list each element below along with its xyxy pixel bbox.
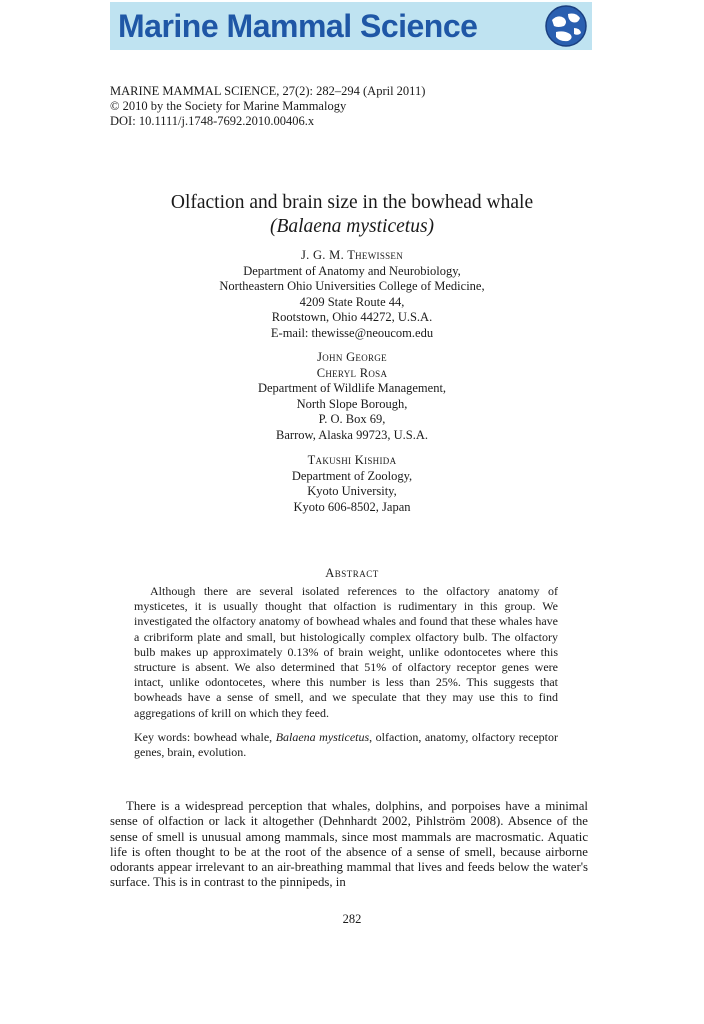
body-paragraph: There is a widespread perception that whales, dolphins, and porpoises have a minimal sense of olfaction or lack it altogether (Dehnhardt 2002, Pihlström 2008). Absence of the sense of smell is unusual among mammals, since most mammals are macrosmatic. Aquatic life is often thought to be at the root of the absence of a sense of smell, because airborne odorants appear irrelevant to an air-breathing mammal that lives and feeds below the water's surface. This is in contrast to the pinnipeds, in — [110, 799, 588, 890]
copyright-line: © 2010 by the Society for Marine Mammalogy — [110, 99, 347, 113]
author-name: Takushi Kishida — [307, 453, 397, 467]
affiliation-line: Department of Wildlife Management, — [257, 381, 447, 395]
author-group-2 — [0, 350, 704, 443]
journal-banner-title: Marine Mammal Science — [118, 8, 478, 44]
keywords — [134, 730, 558, 760]
abstract-text: Although there are several isolated references to the olfactory anatomy of mysticetes, it is usually thought that olfaction is rudimentary in this group. We investigated the olfactory anatomy of bowhead whales and found that these whales have a cribriform plate and small, but histologically complex olfactory bulb. The olfactory bulb makes up approximately 0.13% of brain weight, unlike odontocetes where this structure is absent. We also determined that 51% of olfactory receptor genes were intact, unlike odontocetes, where this number is less than 25%. This suggests that bowheads have a sense of smell, and we speculate that they may use this to find aggregations of krill on which they feed. — [134, 584, 558, 720]
article-title: Olfaction and brain size in the bowhead whale — [170, 192, 534, 213]
keywords-species: Balaena mysticetus — [275, 730, 370, 744]
affiliation-line: Barrow, Alaska 99723, U.S.A. — [276, 427, 428, 442]
citation-block — [110, 84, 425, 129]
author-name: John George — [317, 350, 387, 364]
journal-banner — [110, 2, 592, 50]
affiliation-line: Rootstown, Ohio 44272, U.S.A. — [271, 310, 433, 324]
keywords-list: , olfaction, anatomy, olfactory receptor genes, brain, evolution. — [134, 730, 559, 760]
globe-logo-icon — [544, 4, 588, 48]
citation-line: MARINE MAMMAL SCIENCE, 27(2): 282–294 (April 2011) — [110, 84, 426, 98]
author-group-3 — [0, 453, 704, 515]
affiliation-line: P. O. Box 69, — [318, 412, 386, 426]
affiliation-line: Northeastern Ohio Universities College of Medicine, — [219, 279, 485, 293]
affiliation-line: Department of Anatomy and Neurobiology, — [243, 263, 461, 278]
keywords-label: Key words: — [134, 730, 191, 744]
affiliation-line: Kyoto University, — [307, 484, 397, 498]
keywords-list: bowhead whale, — [193, 730, 273, 744]
author-name: Cheryl Rosa — [316, 365, 388, 380]
affiliation-line: 4209 State Route 44, — [299, 294, 405, 309]
article-title-block — [0, 191, 704, 239]
author-email: E-mail: thewisse@neoucom.edu — [270, 325, 434, 340]
affiliation-line: Kyoto 606-8502, Japan — [293, 499, 411, 514]
affiliation-line: Department of Zoology, — [291, 468, 413, 483]
doi-line: DOI: 10.1111/j.1748-7692.2010.00406.x — [110, 114, 315, 128]
abstract-heading: Abstract — [325, 566, 379, 580]
page-number: 282 — [342, 912, 362, 926]
article-subtitle: (Balaena mysticetus) — [269, 216, 435, 237]
affiliation-line: North Slope Borough, — [296, 396, 408, 411]
author-group-1 — [0, 248, 704, 341]
author-name: J. G. M. Thewissen — [300, 248, 404, 262]
